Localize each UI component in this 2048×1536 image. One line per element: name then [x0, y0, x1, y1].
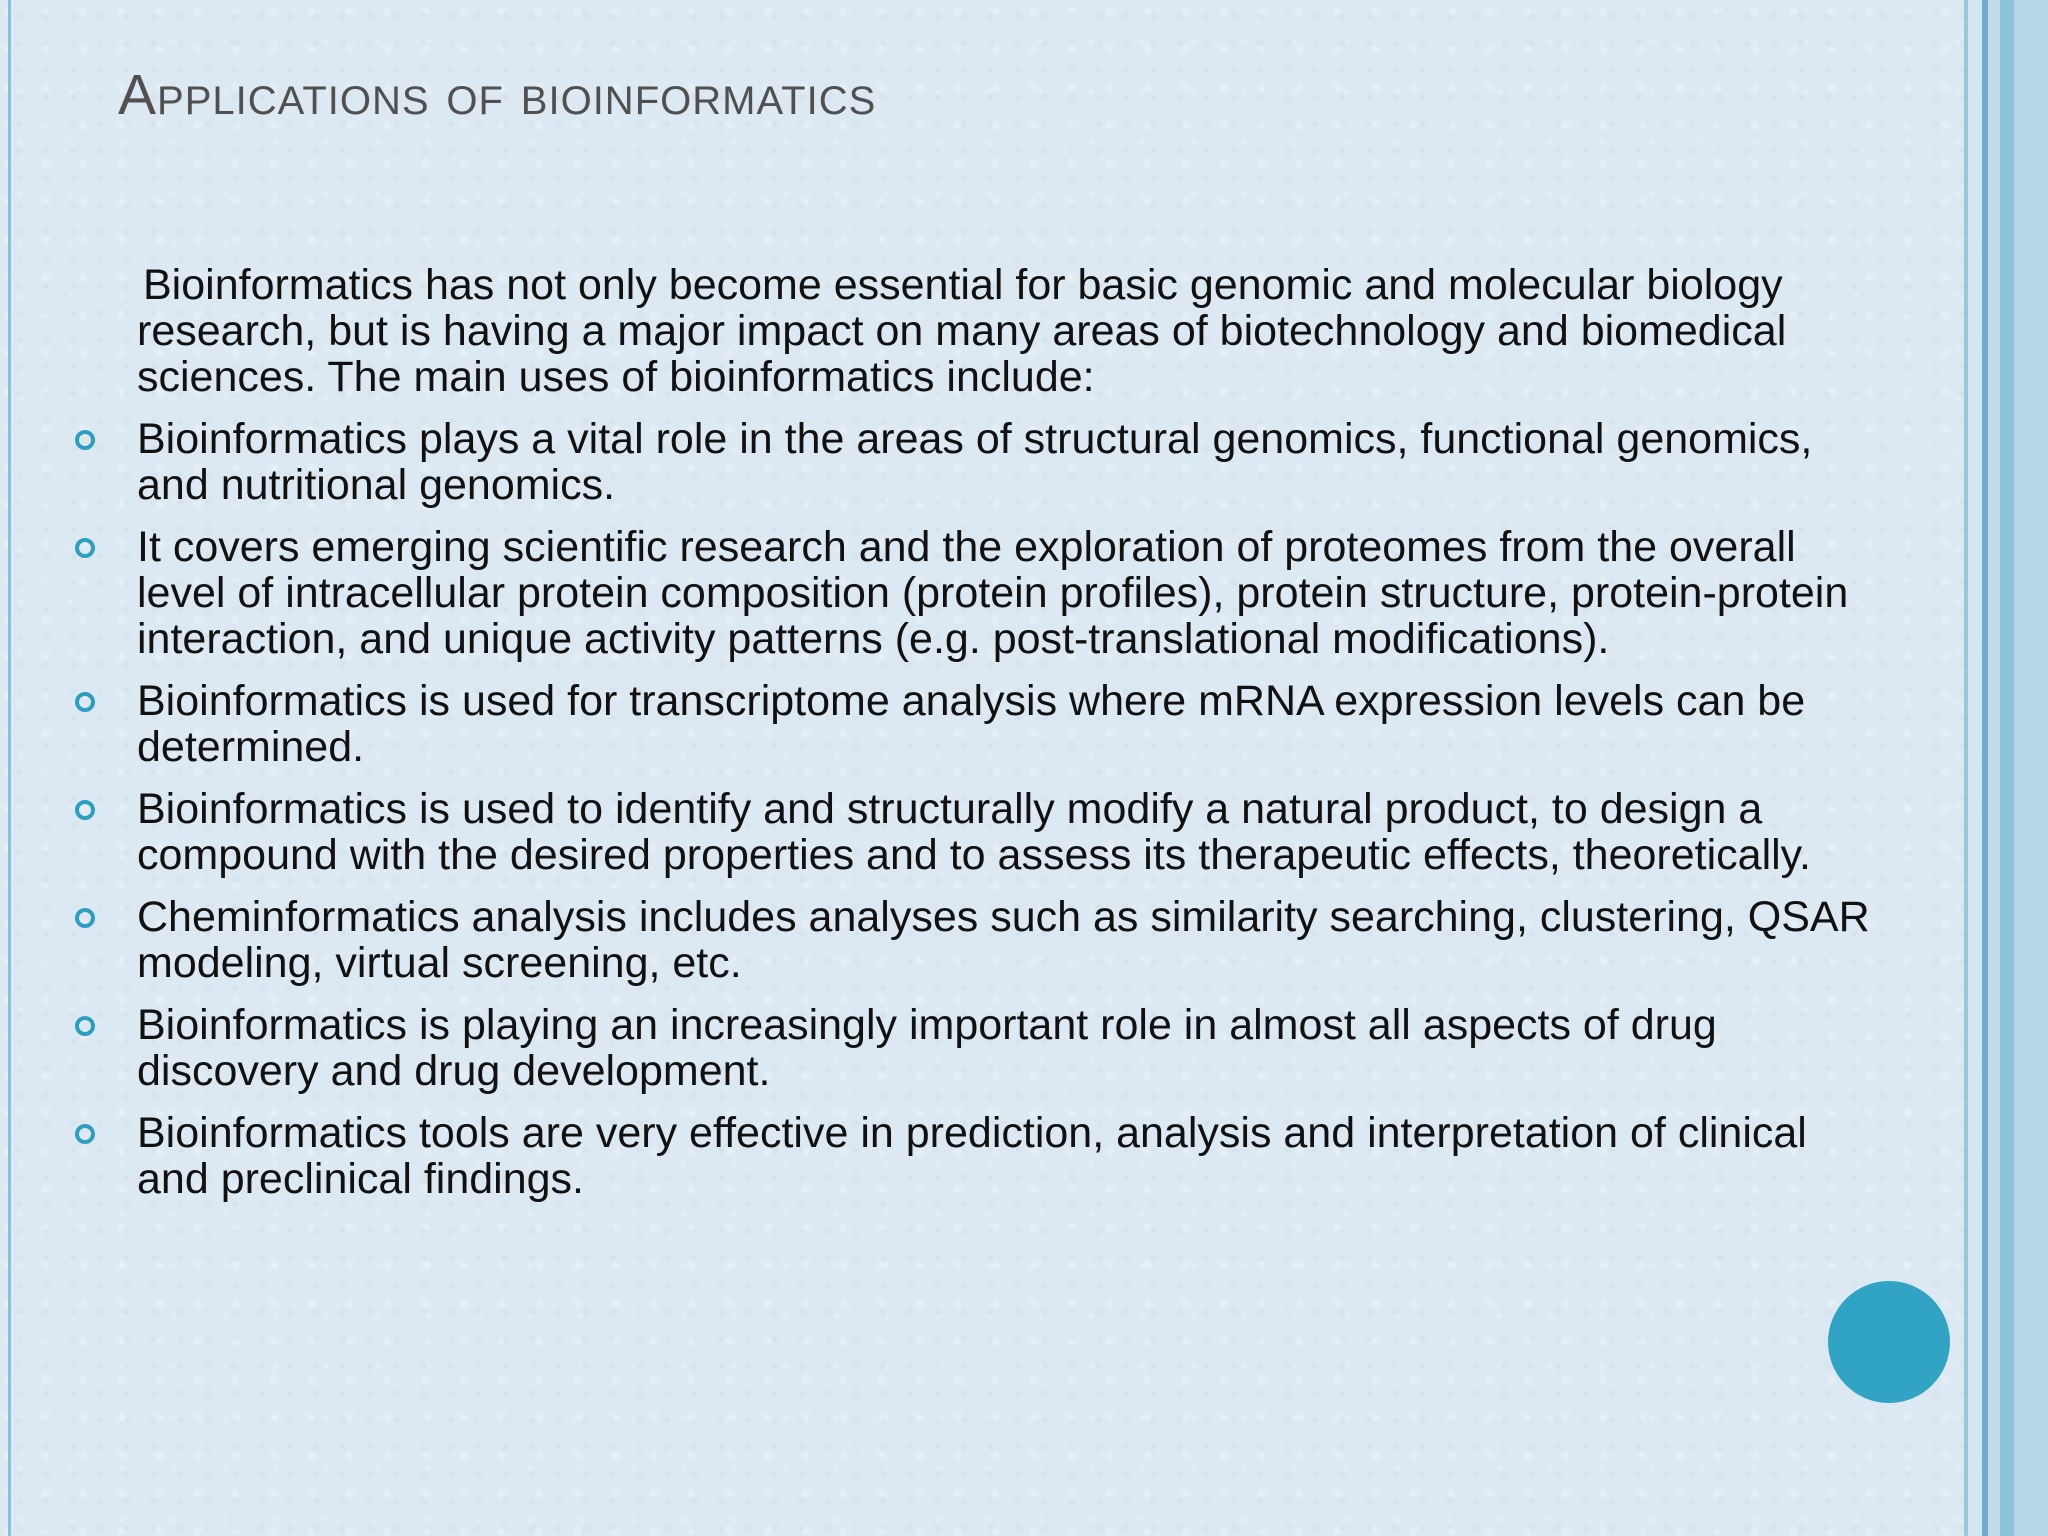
bullet-item — [0, 1110, 1877, 1202]
hollow-circle-bullet-icon — [75, 692, 95, 712]
hollow-circle-bullet-icon — [75, 1016, 95, 1036]
bullet-item — [0, 1002, 1877, 1094]
decorative-circle — [1828, 1281, 1950, 1403]
bullet-item — [0, 678, 1877, 770]
hollow-circle-bullet-icon — [75, 908, 95, 928]
hollow-circle-bullet-icon — [75, 1124, 95, 1144]
bullet-item — [0, 894, 1877, 986]
band-stripe — [2014, 0, 2048, 1536]
bullet-item — [0, 524, 1877, 662]
bullet-item — [0, 786, 1877, 878]
bullet-text: Bioinformatics tools are very effective in prediction, analysis and interpretation of clinical and preclinical findings. — [137, 1109, 1807, 1203]
band-stripe — [1968, 0, 1982, 1536]
bullet-text: Bioinformatics is used to identify and structurally modify a natural product, to design a compound with the desired properties and to assess its therapeutic effects, theoretically. — [137, 785, 1811, 879]
band-stripe — [1988, 0, 2000, 1536]
bullet-text: It covers emerging scientific research and the exploration of proteomes from the overall level of intracellular protein composition (protein profiles), protein structure, protein-protein interaction, and unique activity patterns (e.g. post-translational modifications). — [137, 523, 1849, 663]
hollow-circle-bullet-icon — [75, 430, 95, 450]
slide-title: Applications of bioinformatics — [118, 63, 877, 127]
bullet-text: Bioinformatics is used for transcriptome analysis where mRNA expression levels can be determined. — [137, 677, 1806, 771]
band-stripe — [2000, 0, 2014, 1536]
right-decorative-band — [1964, 0, 2048, 1536]
bullet-text: Bioinformatics is playing an increasingly important role in almost all aspects of drug discovery and drug development. — [137, 1001, 1717, 1095]
hollow-circle-bullet-icon — [75, 538, 95, 558]
bullet-text: Cheminformatics analysis includes analyses such as similarity searching, clustering, QSAR modeling, virtual screening, etc. — [137, 893, 1870, 987]
bullet-text: Bioinformatics plays a vital role in the areas of structural genomics, functional genomics, and nutritional genomics. — [137, 415, 1813, 509]
intro-paragraph: Bioinformatics has not only become essential for basic genomic and molecular biology research, but is having a major impact on many areas of biotechnology and biomedical sciences. The main uses of bioinformatics include: — [137, 261, 1787, 401]
slide-body — [0, 262, 1900, 1218]
hollow-circle-bullet-icon — [75, 800, 95, 820]
bullet-list — [0, 416, 1900, 1202]
bullet-item — [0, 416, 1877, 508]
